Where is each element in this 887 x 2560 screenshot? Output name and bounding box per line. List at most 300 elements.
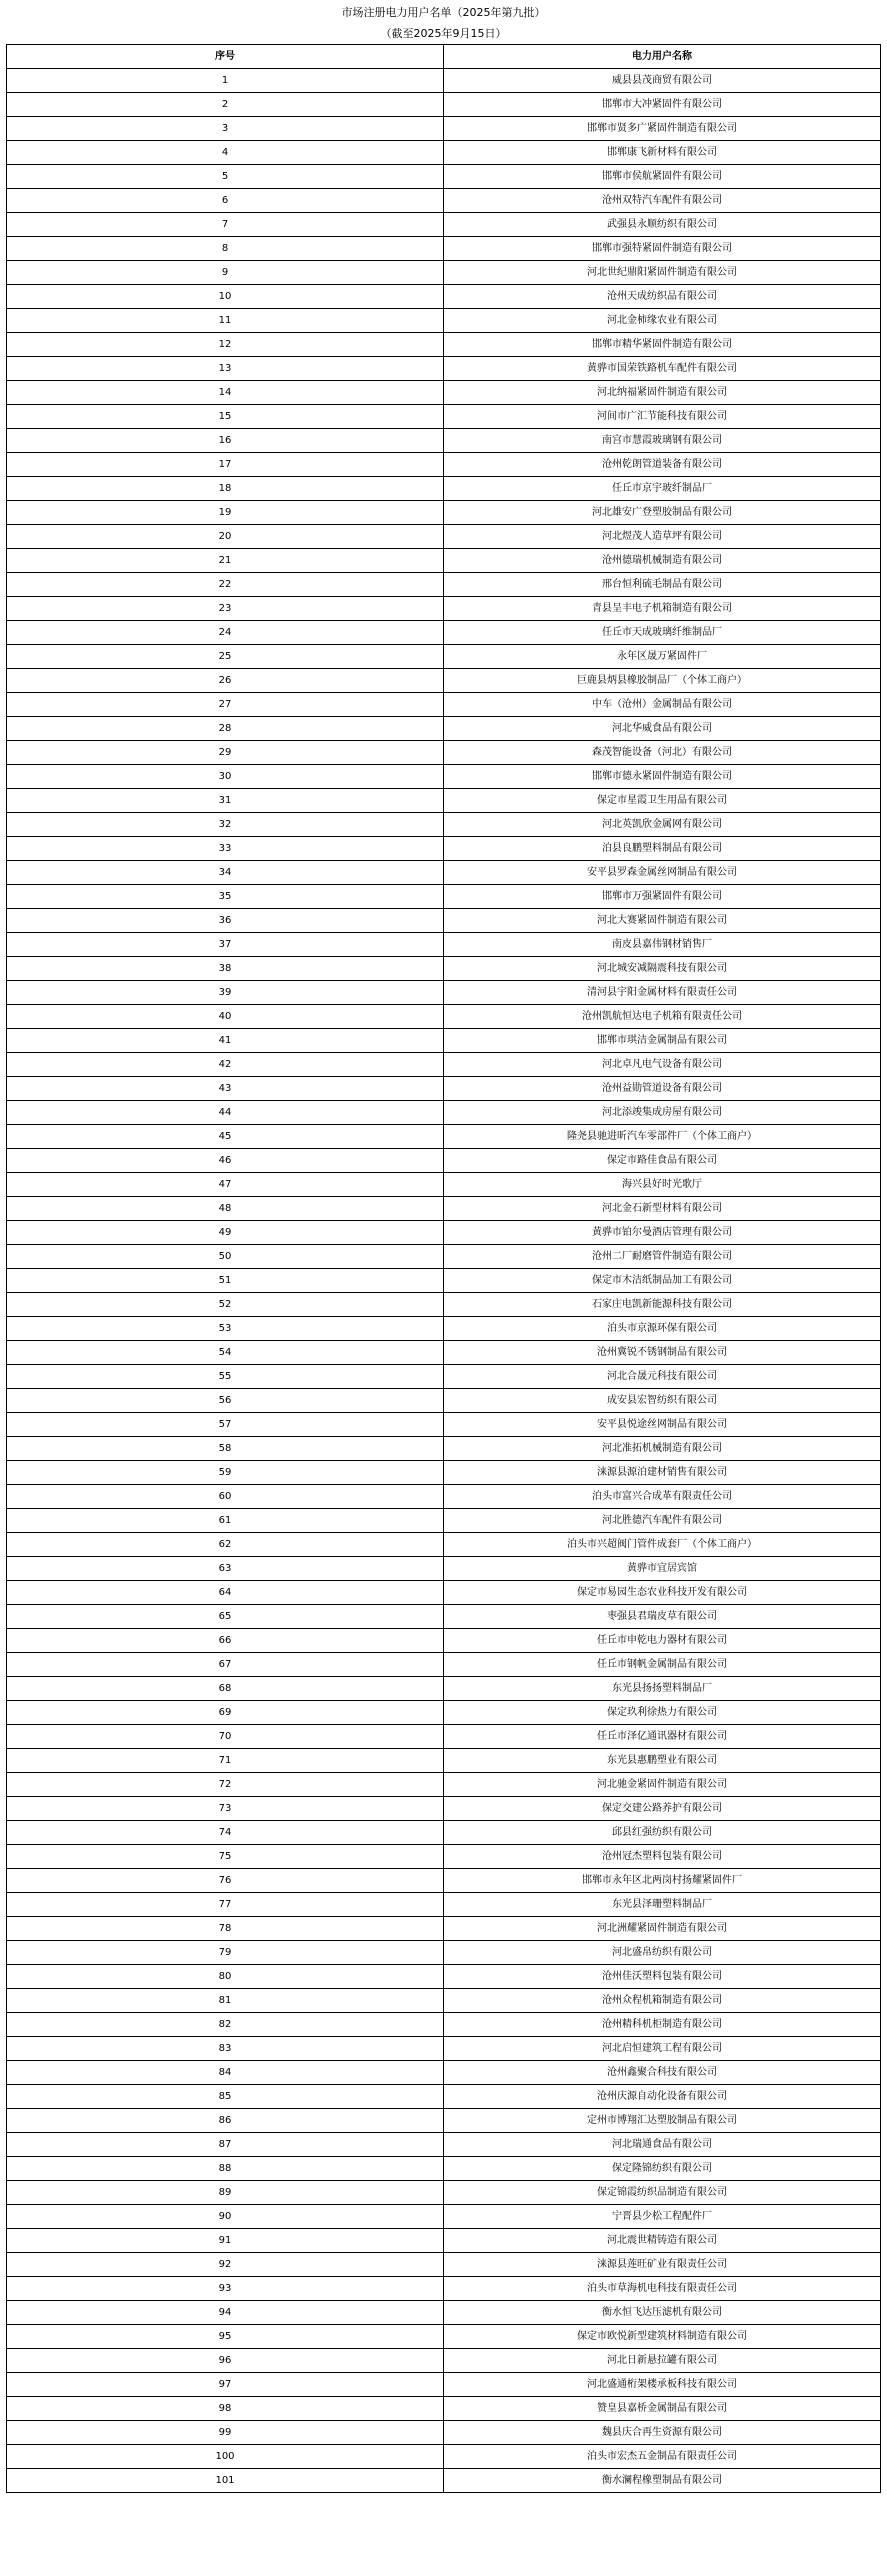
table-row	[7, 141, 881, 165]
table-row	[7, 1557, 881, 1581]
row-user-name: 东光县惠鹏塑业有限公司	[444, 1749, 881, 1773]
row-user-name: 泊头市宏杰五金制品有限责任公司	[444, 2445, 881, 2469]
table-row	[7, 1917, 881, 1941]
document-title: 市场注册电力用户名单（2025年第九批）	[341, 6, 546, 19]
row-index: 76	[7, 1869, 444, 1893]
row-user-name: 沧州天成纺织品有限公司	[444, 285, 881, 309]
row-user-name: 河北日新悬拉罐有限公司	[444, 2349, 881, 2373]
row-index: 20	[7, 525, 444, 549]
row-user-name: 森茂智能设备（河北）有限公司	[444, 741, 881, 765]
row-index: 62	[7, 1533, 444, 1557]
row-user-name: 邯郸市精华紧固件制造有限公司	[444, 333, 881, 357]
row-index: 69	[7, 1701, 444, 1725]
table-row	[7, 1005, 881, 1029]
table-row	[7, 2061, 881, 2085]
table-row	[7, 933, 881, 957]
table-row	[7, 1461, 881, 1485]
table-row	[7, 1293, 881, 1317]
row-user-name: 涞源县源泊建材销售有限公司	[444, 1461, 881, 1485]
row-index: 11	[7, 309, 444, 333]
table-row	[7, 2109, 881, 2133]
row-user-name: 衡水恒飞达压滤机有限公司	[444, 2301, 881, 2325]
row-user-name: 河北煜茂人造草坪有限公司	[444, 525, 881, 549]
row-index: 42	[7, 1053, 444, 1077]
row-index: 96	[7, 2349, 444, 2373]
table-row	[7, 1269, 881, 1293]
row-user-name: 任丘市泽亿通讯器材有限公司	[444, 1725, 881, 1749]
table-row	[7, 189, 881, 213]
row-user-name: 安平县悦途丝网制品有限公司	[444, 1413, 881, 1437]
row-index: 82	[7, 2013, 444, 2037]
table-row	[7, 1413, 881, 1437]
table-row	[7, 2133, 881, 2157]
table-row	[7, 405, 881, 429]
row-index: 83	[7, 2037, 444, 2061]
row-user-name: 沧州鑫聚合科技有限公司	[444, 2061, 881, 2085]
row-index: 80	[7, 1965, 444, 1989]
row-user-name: 河北金石新型材料有限公司	[444, 1197, 881, 1221]
row-index: 16	[7, 429, 444, 453]
row-index: 2	[7, 93, 444, 117]
row-index: 93	[7, 2277, 444, 2301]
table-row	[7, 693, 881, 717]
row-index: 41	[7, 1029, 444, 1053]
row-index: 78	[7, 1917, 444, 1941]
table-row	[7, 597, 881, 621]
row-index: 5	[7, 165, 444, 189]
row-user-name: 南皮县嘉伟钢材销售厂	[444, 933, 881, 957]
table-row	[7, 1725, 881, 1749]
table-row	[7, 2205, 881, 2229]
row-index: 77	[7, 1893, 444, 1917]
row-index: 7	[7, 213, 444, 237]
row-user-name: 保定玖利徐热力有限公司	[444, 1701, 881, 1725]
row-user-name: 永年区晟万紧固件厂	[444, 645, 881, 669]
row-user-name: 河北合晟元科技有限公司	[444, 1365, 881, 1389]
row-user-name: 武强县永顺纺织有限公司	[444, 213, 881, 237]
row-index: 59	[7, 1461, 444, 1485]
row-user-name: 沧州乾朗管道装备有限公司	[444, 453, 881, 477]
table-row	[7, 1125, 881, 1149]
row-index: 37	[7, 933, 444, 957]
table-row	[7, 1941, 881, 1965]
row-user-name: 河北启恒建筑工程有限公司	[444, 2037, 881, 2061]
row-index: 17	[7, 453, 444, 477]
row-user-name: 邯郸康飞新材料有限公司	[444, 141, 881, 165]
row-index: 39	[7, 981, 444, 1005]
row-index: 88	[7, 2157, 444, 2181]
row-user-name: 威县县茂商贸有限公司	[444, 69, 881, 93]
row-user-name: 河北城安减隔震科技有限公司	[444, 957, 881, 981]
table-row	[7, 1893, 881, 1917]
table-row	[7, 621, 881, 645]
table-row	[7, 309, 881, 333]
row-index: 27	[7, 693, 444, 717]
table-row	[7, 741, 881, 765]
table-row	[7, 1317, 881, 1341]
row-index: 86	[7, 2109, 444, 2133]
row-index: 66	[7, 1629, 444, 1653]
row-user-name: 泊头市草海机电科技有限责任公司	[444, 2277, 881, 2301]
table-row	[7, 429, 881, 453]
row-index: 40	[7, 1005, 444, 1029]
row-index: 31	[7, 789, 444, 813]
row-index: 24	[7, 621, 444, 645]
row-index: 6	[7, 189, 444, 213]
row-user-name: 魏县庆合再生资源有限公司	[444, 2421, 881, 2445]
row-user-name: 枣强县君瑞皮草有限公司	[444, 1605, 881, 1629]
row-user-name: 邯郸市万强紧固件有限公司	[444, 885, 881, 909]
table-row	[7, 2469, 881, 2493]
table-row	[7, 1485, 881, 1509]
row-index: 14	[7, 381, 444, 405]
table-row	[7, 1197, 881, 1221]
row-index: 84	[7, 2061, 444, 2085]
row-user-name: 任丘市钢帆金属制品有限公司	[444, 1653, 881, 1677]
row-index: 61	[7, 1509, 444, 1533]
row-user-name: 邱县红强纺织有限公司	[444, 1821, 881, 1845]
table-row	[7, 2253, 881, 2277]
row-index: 38	[7, 957, 444, 981]
table-row	[7, 669, 881, 693]
row-index: 97	[7, 2373, 444, 2397]
row-user-name: 沧州庆源自动化设备有限公司	[444, 2085, 881, 2109]
row-user-name: 邯郸市侯航紧固件有限公司	[444, 165, 881, 189]
row-user-name: 黄骅市铂尔曼酒店管理有限公司	[444, 1221, 881, 1245]
table-row	[7, 789, 881, 813]
table-row	[7, 69, 881, 93]
row-index: 65	[7, 1605, 444, 1629]
row-user-name: 泊县良鹏塑料制品有限公司	[444, 837, 881, 861]
row-user-name: 沧州二厂耐磨管件制造有限公司	[444, 1245, 881, 1269]
table-row	[7, 2157, 881, 2181]
table-row	[7, 2229, 881, 2253]
row-index: 33	[7, 837, 444, 861]
table-row	[7, 813, 881, 837]
row-index: 91	[7, 2229, 444, 2253]
row-index: 4	[7, 141, 444, 165]
row-index: 73	[7, 1797, 444, 1821]
table-row	[7, 1533, 881, 1557]
row-user-name: 河北金柿缘农业有限公司	[444, 309, 881, 333]
row-user-name: 邯郸市德永紧固件制造有限公司	[444, 765, 881, 789]
row-user-name: 巨鹿县炳县橡胶制品厂（个体工商户）	[444, 669, 881, 693]
table-row	[7, 1989, 881, 2013]
row-user-name: 河北添竣集成房屋有限公司	[444, 1101, 881, 1125]
row-user-name: 河北盛帛纺织有限公司	[444, 1941, 881, 1965]
row-user-name: 保定市易园生态农业科技开发有限公司	[444, 1581, 881, 1605]
row-index: 19	[7, 501, 444, 525]
table-row	[7, 2037, 881, 2061]
row-index: 81	[7, 1989, 444, 2013]
table-row	[7, 1509, 881, 1533]
row-user-name: 黄骅市国荣铁路机车配件有限公司	[444, 357, 881, 381]
table-row	[7, 1029, 881, 1053]
table-row	[7, 1149, 881, 1173]
row-index: 10	[7, 285, 444, 309]
row-user-name: 保定市星霞卫生用品有限公司	[444, 789, 881, 813]
row-user-name: 邯郸市永年区北两岗村扬耀紧固件厂	[444, 1869, 881, 1893]
row-index: 90	[7, 2205, 444, 2229]
table-row	[7, 1437, 881, 1461]
row-index: 26	[7, 669, 444, 693]
table-row	[7, 2013, 881, 2037]
row-index: 72	[7, 1773, 444, 1797]
table-row	[7, 1365, 881, 1389]
row-index: 52	[7, 1293, 444, 1317]
table-row	[7, 1797, 881, 1821]
table-row	[7, 1341, 881, 1365]
row-user-name: 定州市博翔汇达塑胶制品有限公司	[444, 2109, 881, 2133]
table-row	[7, 2349, 881, 2373]
row-user-name: 泊头市京源环保有限公司	[444, 1317, 881, 1341]
table-row	[7, 381, 881, 405]
table-row	[7, 2445, 881, 2469]
table-row	[7, 2277, 881, 2301]
row-index: 55	[7, 1365, 444, 1389]
table-row	[7, 2085, 881, 2109]
row-index: 3	[7, 117, 444, 141]
row-index: 22	[7, 573, 444, 597]
table-row	[7, 477, 881, 501]
row-index: 29	[7, 741, 444, 765]
table-row	[7, 909, 881, 933]
table-row	[7, 1101, 881, 1125]
row-user-name: 河北纳福紧固件制造有限公司	[444, 381, 881, 405]
table-body	[7, 69, 881, 2493]
table-row	[7, 1701, 881, 1725]
row-index: 53	[7, 1317, 444, 1341]
row-user-name: 清河县宇阳金属材料有限责任公司	[444, 981, 881, 1005]
row-user-name: 河北震世精铸造有限公司	[444, 2229, 881, 2253]
table-row	[7, 573, 881, 597]
row-user-name: 河北洲耀紧固件制造有限公司	[444, 1917, 881, 1941]
table-row	[7, 1245, 881, 1269]
row-index: 35	[7, 885, 444, 909]
table-row	[7, 1389, 881, 1413]
table-row	[7, 453, 881, 477]
table-row	[7, 261, 881, 285]
row-index: 57	[7, 1413, 444, 1437]
row-user-name: 中车（沧州）金属制品有限公司	[444, 693, 881, 717]
row-user-name: 河北准拓机械制造有限公司	[444, 1437, 881, 1461]
table-row	[7, 117, 881, 141]
row-user-name: 宁晋县少松工程配件厂	[444, 2205, 881, 2229]
table-row	[7, 333, 881, 357]
row-index: 56	[7, 1389, 444, 1413]
row-index: 95	[7, 2325, 444, 2349]
row-user-name: 邯郸市强特紧固件制造有限公司	[444, 237, 881, 261]
row-index: 67	[7, 1653, 444, 1677]
table-row	[7, 1845, 881, 1869]
table-row	[7, 1677, 881, 1701]
row-index: 87	[7, 2133, 444, 2157]
row-index: 63	[7, 1557, 444, 1581]
row-index: 43	[7, 1077, 444, 1101]
table-row	[7, 1869, 881, 1893]
table-row	[7, 2373, 881, 2397]
table-row	[7, 1173, 881, 1197]
row-user-name: 河北卓凡电气设备有限公司	[444, 1053, 881, 1077]
row-user-name: 东光县扬扬塑料制品厂	[444, 1677, 881, 1701]
row-index: 32	[7, 813, 444, 837]
row-index: 1	[7, 69, 444, 93]
table-row	[7, 837, 881, 861]
row-user-name: 河北世纪鼎阳紧固件制造有限公司	[444, 261, 881, 285]
header-user-name: 电力用户名称	[444, 45, 881, 69]
row-index: 79	[7, 1941, 444, 1965]
row-user-name: 东光县泽珊塑料制品厂	[444, 1893, 881, 1917]
row-index: 68	[7, 1677, 444, 1701]
row-index: 47	[7, 1173, 444, 1197]
row-user-name: 河北华威食品有限公司	[444, 717, 881, 741]
row-index: 28	[7, 717, 444, 741]
table-row	[7, 165, 881, 189]
table-row	[7, 1749, 881, 1773]
row-user-name: 邢台恒利硫毛制品有限公司	[444, 573, 881, 597]
row-user-name: 涞源县莲旺矿业有限责任公司	[444, 2253, 881, 2277]
row-index: 36	[7, 909, 444, 933]
row-index: 50	[7, 1245, 444, 1269]
table-row	[7, 285, 881, 309]
row-user-name: 保定市欧悦新型建筑材料制造有限公司	[444, 2325, 881, 2349]
row-user-name: 泊头市兴超阀门管件成套厂（个体工商户）	[444, 1533, 881, 1557]
row-user-name: 河北雄安广登塑胶制品有限公司	[444, 501, 881, 525]
row-index: 25	[7, 645, 444, 669]
row-user-name: 沧州双特汽车配件有限公司	[444, 189, 881, 213]
row-user-name: 河北盛通桁架楼承板科技有限公司	[444, 2373, 881, 2397]
row-index: 49	[7, 1221, 444, 1245]
table-row	[7, 2301, 881, 2325]
row-index: 58	[7, 1437, 444, 1461]
table-row	[7, 501, 881, 525]
table-row	[7, 549, 881, 573]
row-user-name: 衡水澜程橡塑制品有限公司	[444, 2469, 881, 2493]
row-user-name: 邯郸市大冲紧固件有限公司	[444, 93, 881, 117]
row-index: 18	[7, 477, 444, 501]
table-row	[7, 2397, 881, 2421]
row-index: 45	[7, 1125, 444, 1149]
row-user-name: 沧州精科机柜制造有限公司	[444, 2013, 881, 2037]
row-user-name: 沧州冠杰塑料包装有限公司	[444, 1845, 881, 1869]
table-row	[7, 1077, 881, 1101]
table-row	[7, 2325, 881, 2349]
row-user-name: 沧州德瑞机械制造有限公司	[444, 549, 881, 573]
row-index: 89	[7, 2181, 444, 2205]
user-list-table	[6, 44, 881, 2493]
row-user-name: 沧州佳沃塑料包装有限公司	[444, 1965, 881, 1989]
row-user-name: 石家庄电凯新能源科技有限公司	[444, 1293, 881, 1317]
row-user-name: 赞皇县嘉桥金属制品有限公司	[444, 2397, 881, 2421]
table-row	[7, 1773, 881, 1797]
row-user-name: 河北英凯欣金属网有限公司	[444, 813, 881, 837]
row-index: 60	[7, 1485, 444, 1509]
row-user-name: 沧州冀锐不锈钢制品有限公司	[444, 1341, 881, 1365]
row-user-name: 保定隆锦纺织有限公司	[444, 2157, 881, 2181]
row-user-name: 黄骅市宜居宾馆	[444, 1557, 881, 1581]
table-row	[7, 885, 881, 909]
row-index: 71	[7, 1749, 444, 1773]
table-row	[7, 237, 881, 261]
table-row	[7, 213, 881, 237]
row-index: 13	[7, 357, 444, 381]
row-index: 9	[7, 261, 444, 285]
table-row	[7, 1221, 881, 1245]
row-index: 101	[7, 2469, 444, 2493]
row-user-name: 邯郸市贤多广紧固件制造有限公司	[444, 117, 881, 141]
row-index: 8	[7, 237, 444, 261]
table-header-row	[7, 45, 881, 69]
table-row	[7, 1965, 881, 1989]
row-index: 98	[7, 2397, 444, 2421]
row-index: 23	[7, 597, 444, 621]
row-user-name: 河间市广汇节能科技有限公司	[444, 405, 881, 429]
row-index: 94	[7, 2301, 444, 2325]
table-row	[7, 645, 881, 669]
table-row	[7, 2181, 881, 2205]
row-user-name: 保定市木洁纸制品加工有限公司	[444, 1269, 881, 1293]
row-index: 92	[7, 2253, 444, 2277]
row-index: 75	[7, 1845, 444, 1869]
row-user-name: 河北胜德汽车配件有限公司	[444, 1509, 881, 1533]
row-user-name: 河北大赛紧固件制造有限公司	[444, 909, 881, 933]
row-user-name: 南宫市慧霞玻璃钢有限公司	[444, 429, 881, 453]
row-index: 51	[7, 1269, 444, 1293]
row-index: 70	[7, 1725, 444, 1749]
row-index: 54	[7, 1341, 444, 1365]
row-index: 15	[7, 405, 444, 429]
table-row	[7, 2421, 881, 2445]
row-user-name: 沧州众程机箱制造有限公司	[444, 1989, 881, 2013]
table-row	[7, 93, 881, 117]
row-user-name: 河北瑞通食品有限公司	[444, 2133, 881, 2157]
row-index: 12	[7, 333, 444, 357]
row-index: 21	[7, 549, 444, 573]
row-user-name: 成安县宏智纺织有限公司	[444, 1389, 881, 1413]
row-index: 44	[7, 1101, 444, 1125]
table-row	[7, 1629, 881, 1653]
table-row	[7, 1653, 881, 1677]
row-index: 64	[7, 1581, 444, 1605]
row-user-name: 青县呈丰电子机箱制造有限公司	[444, 597, 881, 621]
row-index: 48	[7, 1197, 444, 1221]
table-row	[7, 981, 881, 1005]
table-row	[7, 957, 881, 981]
row-user-name: 任丘市京宇玻纤制品厂	[444, 477, 881, 501]
row-index: 74	[7, 1821, 444, 1845]
row-user-name: 邯郸市琪洁金属制品有限公司	[444, 1029, 881, 1053]
row-user-name: 安平县罗森金属丝网制品有限公司	[444, 861, 881, 885]
document-subtitle: （截至2025年9月15日）	[380, 27, 507, 40]
row-index: 100	[7, 2445, 444, 2469]
table-row	[7, 357, 881, 381]
header-index: 序号	[7, 45, 444, 69]
row-user-name: 保定市路佳食品有限公司	[444, 1149, 881, 1173]
table-row	[7, 525, 881, 549]
row-index: 46	[7, 1149, 444, 1173]
row-user-name: 保定交建公路养护有限公司	[444, 1797, 881, 1821]
row-user-name: 沧州益勋管道设备有限公司	[444, 1077, 881, 1101]
table-row	[7, 1053, 881, 1077]
row-user-name: 任丘市天成玻璃纤维制品厂	[444, 621, 881, 645]
table-row	[7, 1821, 881, 1845]
row-user-name: 泊头市富兴合成革有限责任公司	[444, 1485, 881, 1509]
row-index: 99	[7, 2421, 444, 2445]
table-row	[7, 717, 881, 741]
table-row	[7, 765, 881, 789]
row-user-name: 河北驰金紧固件制造有限公司	[444, 1773, 881, 1797]
table-row	[7, 861, 881, 885]
